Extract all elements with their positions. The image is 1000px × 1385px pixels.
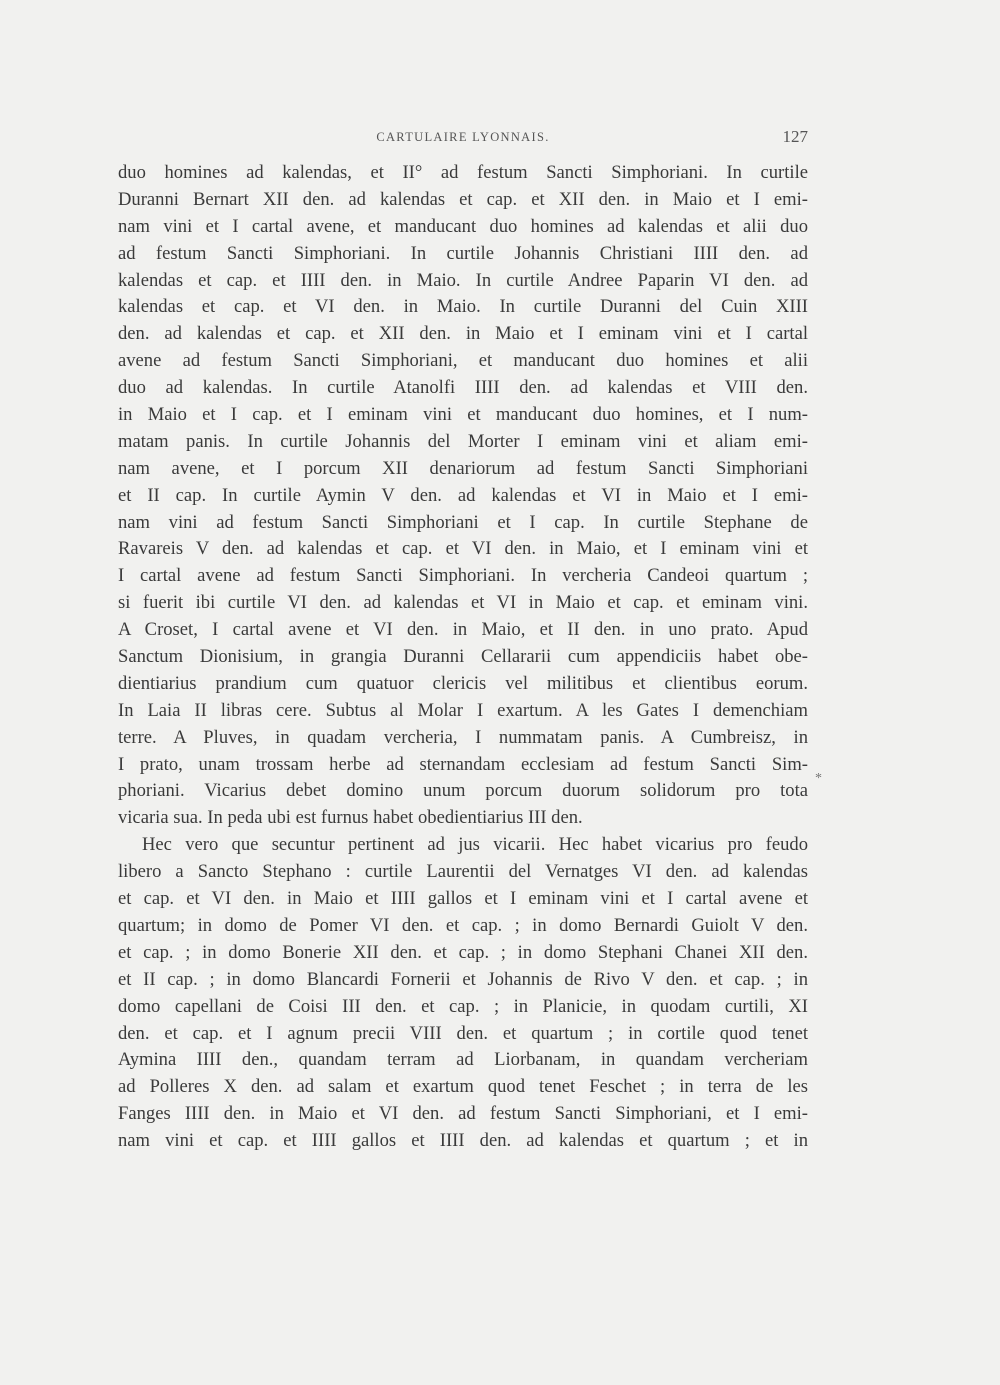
margin-mark: *: [815, 771, 822, 786]
text-line: et II cap. In curtile Aymin V den. ad kalendas et VI in Maio et I emi-: [118, 484, 808, 506]
text-line: I cartal avene ad festum Sancti Simphoriani. In vercheria Candeoi quartum ;: [118, 565, 808, 587]
text-line: et cap. et VI den. in Maio et IIII gallos et I eminam vini et I cartal avene et: [118, 888, 808, 910]
text-line: quartum; in domo de Pomer VI den. et cap. ; in domo Bernardi Guiolt V den.: [118, 914, 808, 936]
text-line: duo ad kalendas. In curtile Atanolfi IIII den. ad kalendas et VIII den.: [118, 377, 808, 399]
text-line: nam vini ad festum Sancti Simphoriani et I cap. In curtile Stephane de: [118, 511, 808, 533]
text-line: nam vini et cap. et IIII gallos et IIII den. ad kalendas et quartum ; et in: [118, 1130, 808, 1152]
text-line: Duranni Bernart XII den. ad kalendas et cap. et XII den. in Maio et I emi-: [118, 188, 808, 210]
text-line: in Maio et I cap. et I eminam vini et manducant duo homines, et I num-: [118, 404, 808, 426]
page-number: 127: [782, 127, 808, 146]
paragraph-end-line: vicaria sua. In peda ubi est furnus habet obedientiarius III den.: [118, 807, 583, 829]
text-line: dientiarius prandium cum quatuor clericis vel militibus et clientibus eorum.: [118, 672, 808, 694]
text-line: In Laia II libras cere. Subtus al Molar I exartum. A les Gates I demenchiam: [118, 699, 808, 721]
text-line: nam vini et I cartal avene, et manducant duo homines ad kalendas et alii duo: [118, 215, 808, 237]
text-line: Ravareis V den. ad kalendas et cap. et VI den. in Maio, et I eminam vini et: [118, 538, 808, 560]
text-line: Aymina IIII den., quandam terram ad Liorbanam, in quandam vercheriam: [118, 1049, 808, 1071]
text-line: den. et cap. et I agnum precii VIII den. et quartum ; in cortile quod tenet: [118, 1022, 808, 1044]
running-title: CARTULAIRE LYONNAIS.: [376, 130, 550, 144]
running-head: [118, 127, 808, 152]
text-line: kalendas et cap. et IIII den. in Maio. In curtile Andree Paparin VI den. ad: [118, 269, 808, 291]
text-line: et II cap. ; in domo Blancardi Fornerii et Johannis de Rivo V den. et cap. ; in: [118, 968, 808, 990]
text-line: Sanctum Dionisium, in grangia Duranni Cellararii cum appendiciis habet obe-: [118, 646, 808, 668]
text-line: avene ad festum Sancti Simphoriani, et manducant duo homines et alii: [118, 350, 808, 372]
text-line: libero a Sancto Stephano : curtile Laurentii del Vernatges VI den. ad kalendas: [118, 861, 808, 883]
text-line: terre. A Pluves, in quadam vercheria, I nummatam panis. A Cumbreisz, in: [118, 726, 808, 748]
text-line: si fuerit ibi curtile VI den. ad kalendas et VI in Maio et cap. et eminam vini.: [118, 592, 808, 614]
text-line: ad Polleres X den. ad salam et exartum quod tenet Feschet ; in terra de les: [118, 1076, 808, 1098]
text-line: I prato, unam trossam herbe ad sternandam ecclesiam ad festum Sancti Sim-: [118, 753, 808, 775]
text-line: Fanges IIII den. in Maio et VI den. ad festum Sancti Simphoriani, et I emi-: [118, 1103, 808, 1125]
text-line: A Croset, I cartal avene et VI den. in Maio, et II den. in uno prato. Apud: [118, 619, 808, 641]
text-line: et cap. ; in domo Bonerie XII den. et cap. ; in domo Stephani Chanei XII den.: [118, 941, 808, 963]
text-line: phoriani. Vicarius debet domino unum porcum duorum solidorum pro tota: [118, 780, 808, 802]
text-line: duo homines ad kalendas, et II° ad festum Sancti Simphoriani. In curtile: [118, 162, 808, 183]
paragraph-start-line: Hec vero que secuntur pertinent ad jus vicarii. Hec habet vicarius pro feudo: [142, 834, 808, 856]
text-line: domo capellani de Coisi III den. et cap. ; in Planicie, in quodam curtili, XI: [118, 995, 808, 1017]
text-line: den. ad kalendas et cap. et XII den. in Maio et I eminam vini et I cartal: [118, 323, 808, 345]
text-line: matam panis. In curtile Johannis del Morter I eminam vini et aliam emi-: [118, 430, 808, 452]
body-text: [118, 160, 808, 1155]
text-line: nam avene, et I porcum XII denariorum ad festum Sancti Simphoriani: [118, 457, 808, 479]
text-line: ad festum Sancti Simphoriani. In curtile Johannis Christiani IIII den. ad: [118, 242, 808, 264]
text-line: kalendas et cap. et VI den. in Maio. In curtile Duranni del Cuin XIII: [118, 296, 808, 318]
